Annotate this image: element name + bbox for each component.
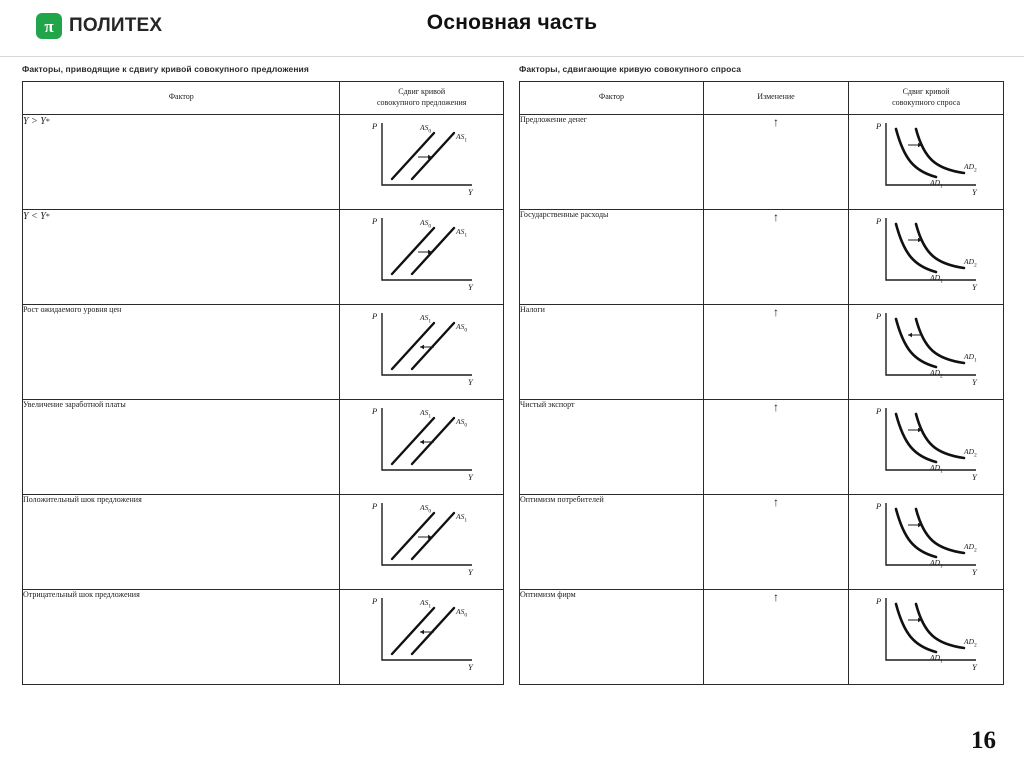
factor-label: Оптимизм потребителей (520, 494, 604, 504)
left-panel-caption: Факторы, приводящие к сдвигу кривой совокупного предложения (22, 64, 309, 74)
factor-cell (520, 114, 704, 209)
svg-text:P: P (371, 500, 377, 511)
factor-label: Налоги (520, 304, 545, 314)
factor-cell (23, 399, 340, 494)
table-row (23, 494, 504, 589)
factor-cell (23, 589, 340, 684)
svg-text:Y: Y (972, 376, 977, 387)
svg-text:Y: Y (467, 281, 473, 292)
table-row (23, 589, 504, 684)
table-row (520, 114, 1004, 209)
factor-cell (520, 304, 704, 399)
change-cell (703, 304, 848, 399)
svg-text:Y: Y (467, 186, 473, 197)
svg-text:P: P (371, 120, 377, 131)
column-header-shift-line2: совокупного спроса (892, 97, 960, 107)
svg-text:AD2: $AD_2$ (964, 256, 977, 269)
column-header-shift (849, 82, 1004, 115)
table-row (520, 399, 1004, 494)
svg-text:AD1: $AD_1$ (930, 272, 943, 285)
factor-formula-subscript: * (45, 116, 50, 126)
change-cell (703, 589, 848, 684)
column-header-change: Изменение (703, 82, 848, 115)
change-cell (703, 399, 848, 494)
svg-text:Y: Y (467, 376, 473, 387)
svg-text:AS1: $AS_1$ (455, 511, 467, 524)
change-cell (703, 494, 848, 589)
svg-text:AS0: $AS_0$ (419, 502, 431, 515)
up-arrow-icon: ↑ (773, 209, 779, 224)
table-header-row (23, 82, 504, 115)
factor-label: Предложение денег (520, 114, 587, 124)
curve-shift-diagram (340, 114, 504, 209)
table-row (520, 304, 1004, 399)
factor-cell (520, 494, 704, 589)
column-header-shift-line1: Сдвиг кривой (398, 87, 446, 96)
aggregate-demand-table (519, 81, 1004, 685)
curve-shift-diagram (340, 209, 504, 304)
factor-label: Чистый экспорт (520, 399, 575, 409)
table-header-row (520, 82, 1004, 115)
column-header-shift-line2: совокупного предложения (376, 97, 467, 107)
svg-text:P: P (371, 595, 377, 606)
table-row (23, 114, 504, 209)
curve-shift-diagram (849, 209, 1004, 304)
table-row (23, 399, 504, 494)
table-row (520, 209, 1004, 304)
factor-cell (520, 589, 704, 684)
svg-text:AS1: $AS_1$ (419, 312, 431, 325)
svg-text:Y: Y (467, 661, 473, 672)
svg-text:AD2: $AD_2$ (930, 367, 943, 380)
svg-text:AS0: $AS_0$ (455, 606, 467, 619)
table-row (520, 589, 1004, 684)
svg-text:AS1: $AS_1$ (455, 131, 467, 144)
curve-shift-diagram (340, 399, 504, 494)
svg-text:AD2: $AD_2$ (964, 446, 977, 459)
factor-label: Оптимизм фирм (520, 589, 576, 599)
factor-cell (23, 209, 340, 304)
svg-text:P: P (371, 215, 377, 226)
factor-label: Увеличение заработной платы (23, 399, 126, 409)
svg-text:P: P (371, 405, 377, 416)
svg-text:AD2: $AD_2$ (964, 541, 977, 554)
svg-text:AS0: $AS_0$ (419, 217, 431, 230)
svg-text:Y: Y (467, 471, 473, 482)
svg-text:P: P (876, 215, 882, 226)
up-arrow-icon: ↑ (773, 589, 779, 604)
svg-text:AD1: $AD_1$ (930, 652, 943, 665)
factor-cell (520, 209, 704, 304)
factor-cell (520, 399, 704, 494)
page-title: Основная часть (426, 11, 598, 34)
factor-label: Государственные расходы (520, 209, 609, 219)
aggregate-supply-table (22, 81, 504, 685)
svg-text:AS1: $AS_1$ (419, 407, 431, 420)
table-row (23, 209, 504, 304)
aggregate-demand-panel (519, 64, 1004, 685)
svg-text:Y: Y (467, 566, 473, 577)
svg-text:AS0: $AS_0$ (455, 416, 467, 429)
change-cell (703, 114, 848, 209)
up-arrow-icon: ↑ (773, 494, 779, 509)
svg-text:P: P (876, 595, 882, 606)
svg-text:Y: Y (972, 661, 977, 672)
svg-text:AD1: $AD_1$ (964, 351, 977, 364)
curve-shift-diagram (340, 589, 504, 684)
svg-text:Y: Y (972, 471, 977, 482)
factor-cell (23, 114, 340, 209)
curve-shift-diagram (340, 304, 504, 399)
svg-text:P: P (876, 310, 882, 321)
svg-text:AD2: $AD_2$ (964, 161, 977, 174)
curve-shift-diagram (849, 304, 1004, 399)
svg-text:Y: Y (972, 566, 977, 577)
svg-text:P: P (876, 500, 882, 511)
up-arrow-icon: ↑ (773, 399, 779, 414)
brand-name: ПОЛИТЕХ (69, 15, 163, 36)
curve-shift-diagram (849, 494, 1004, 589)
factor-label: Отрицательный шок предложения (23, 589, 140, 599)
svg-text:P: P (876, 120, 882, 131)
column-header-factor: Фактор (23, 82, 340, 115)
factor-label: Положительный шок предложения (23, 494, 142, 504)
curve-shift-diagram (849, 589, 1004, 684)
change-cell (703, 209, 848, 304)
table-row (23, 304, 504, 399)
column-header-shift-line1: Сдвиг кривой (902, 87, 950, 96)
polytech-pi-icon: π (36, 13, 62, 39)
svg-text:P: P (371, 310, 377, 321)
curve-shift-diagram (849, 399, 1004, 494)
column-header-factor: Фактор (520, 82, 704, 115)
svg-text:AS0: $AS_0$ (455, 321, 467, 334)
svg-text:P: P (876, 405, 882, 416)
factor-label: Рост ожидаемого уровня цен (23, 304, 122, 314)
curve-shift-diagram (340, 494, 504, 589)
svg-text:AS1: $AS_1$ (455, 226, 467, 239)
svg-text:AD1: $AD_1$ (930, 177, 943, 190)
factor-formula: Y > Y (23, 115, 46, 127)
curve-shift-diagram (849, 114, 1004, 209)
svg-text:AD2: $AD_2$ (964, 636, 977, 649)
factor-formula: Y < Y (23, 210, 46, 222)
svg-text:Y: Y (972, 186, 977, 197)
factor-cell (23, 304, 340, 399)
svg-text:Y: Y (972, 281, 977, 292)
factor-cell (23, 494, 340, 589)
factor-formula-subscript: * (45, 211, 50, 221)
up-arrow-icon: ↑ (773, 304, 779, 319)
up-arrow-icon: ↑ (773, 114, 779, 129)
right-panel-caption: Факторы, сдвигающие кривую совокупного спроса (519, 64, 742, 74)
svg-text:AD1: $AD_1$ (930, 557, 943, 570)
svg-text:AD1: $AD_1$ (930, 462, 943, 475)
aggregate-supply-panel (22, 64, 504, 685)
slide-header (0, 0, 1024, 57)
column-header-shift (340, 82, 504, 115)
svg-text:AS0: $AS_0$ (419, 122, 431, 135)
page-number: 16 (971, 727, 996, 754)
svg-text:AS1: $AS_1$ (419, 597, 431, 610)
table-row (520, 494, 1004, 589)
